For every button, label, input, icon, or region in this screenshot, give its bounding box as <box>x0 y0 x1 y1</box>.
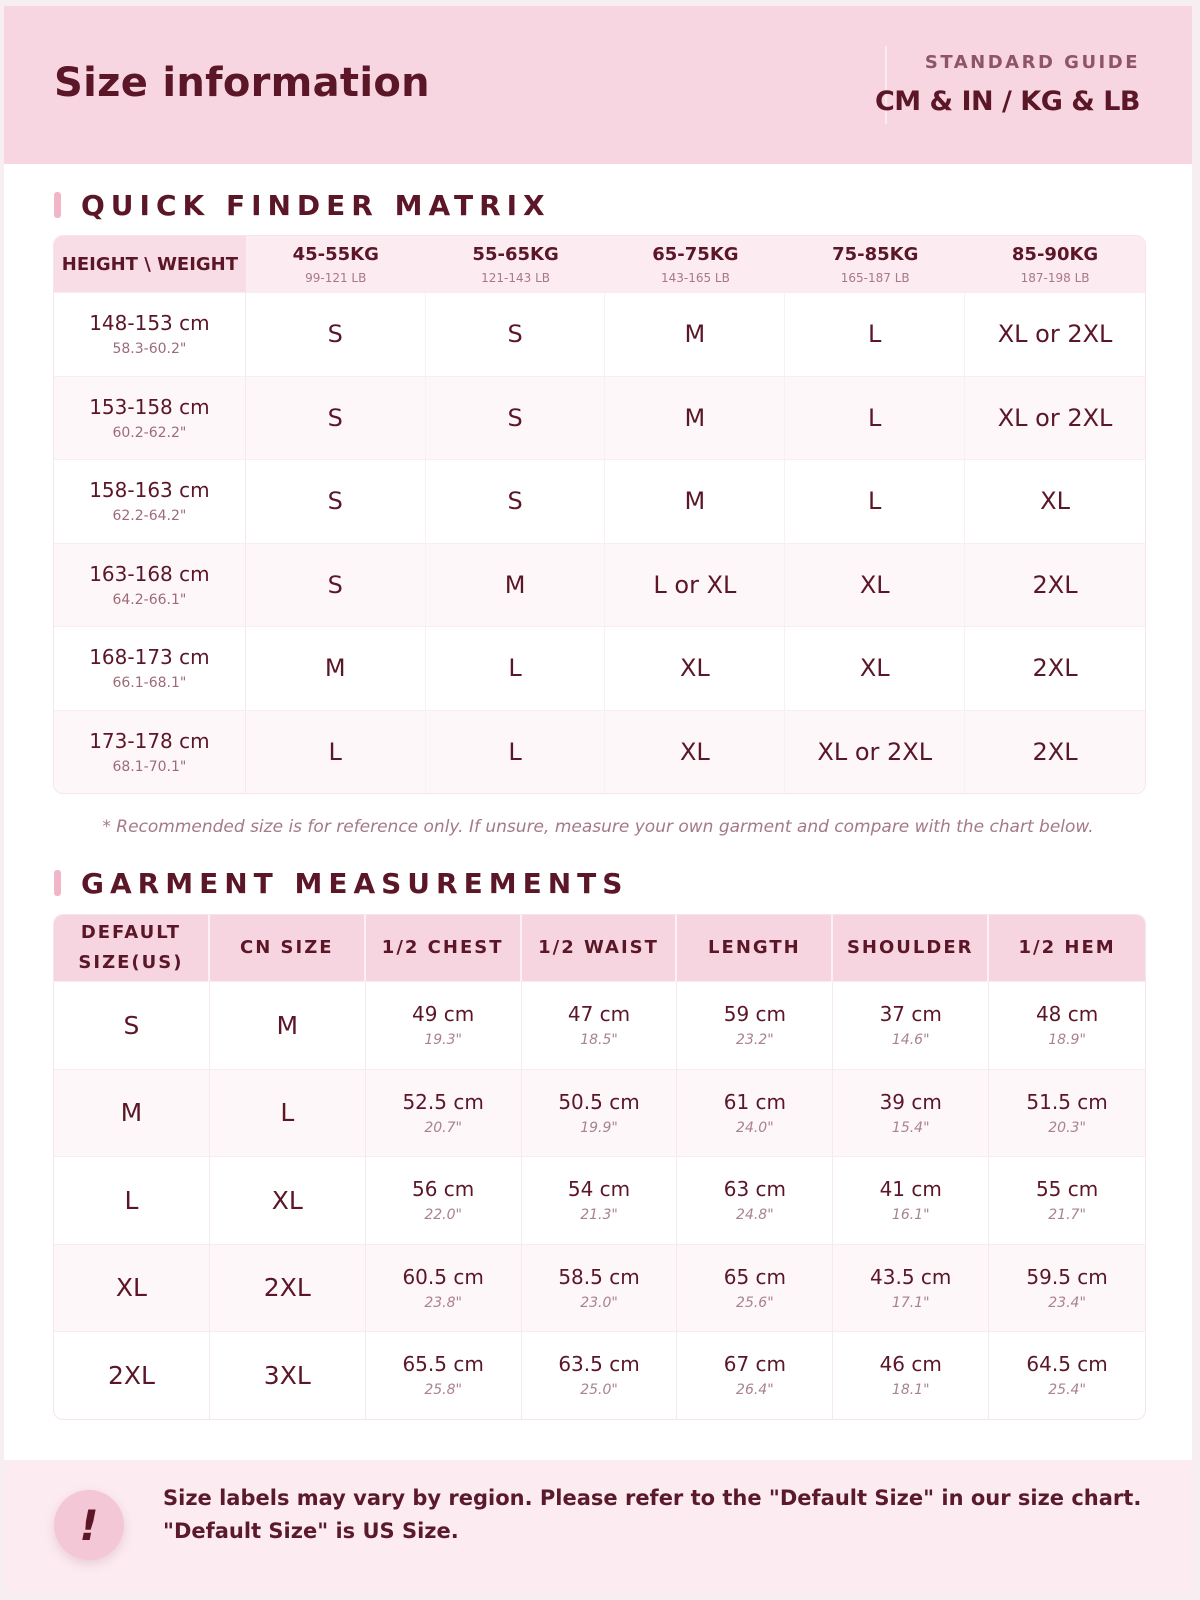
measurement-cell <box>677 1157 833 1244</box>
section-accent-bar <box>54 870 61 896</box>
weight-column-header <box>785 236 965 292</box>
weight-kg: 85-90KG <box>1011 243 1099 265</box>
height-cm: 163-168 cm <box>89 561 210 586</box>
measure-cm: 64.5 cm <box>1026 1352 1108 1377</box>
size-cell: 2XL <box>1032 570 1078 599</box>
cn-size-cell: 2XL <box>210 1245 366 1332</box>
measure-cm: 58.5 cm <box>558 1264 640 1289</box>
size-cell: 2XL <box>1032 737 1078 766</box>
measure-cm: 55 cm <box>1035 1177 1099 1202</box>
measure-cm: 39 cm <box>879 1089 942 1114</box>
measure-in: 18.1" <box>891 1382 930 1399</box>
size-cell: XL or 2XL <box>785 711 965 794</box>
us-size-cell: S <box>54 982 210 1069</box>
size-cell: 2XL <box>1032 654 1078 683</box>
table-row <box>54 981 1145 1069</box>
matrix-row <box>54 376 1145 460</box>
height-cm: 158-163 cm <box>89 478 210 503</box>
region-size-alert <box>4 1460 1192 1592</box>
quick-finder-matrix <box>53 235 1146 794</box>
column-header: SHOULDER <box>833 915 989 981</box>
measure-cm: 61 cm <box>723 1089 787 1114</box>
garment-measurements-table <box>53 914 1146 1420</box>
measurement-cell <box>989 1332 1145 1419</box>
height-in: 58.3-60.2" <box>112 341 187 358</box>
size-cell: M <box>426 544 606 627</box>
measurement-cell <box>522 1245 678 1332</box>
weight-kg: 45-55KG <box>292 243 379 265</box>
size-cell: XL or 2XL <box>997 403 1113 432</box>
table-row <box>54 1069 1145 1157</box>
size-cell: L <box>785 460 965 543</box>
table-row <box>54 1331 1145 1419</box>
measure-in: 25.4" <box>1048 1382 1086 1399</box>
cn-size-cell: 3XL <box>210 1332 366 1419</box>
measure-cm: 41 cm <box>879 1177 942 1202</box>
measurement-cell <box>366 1332 522 1419</box>
height-in: 62.2-64.2" <box>112 508 187 525</box>
height-cell <box>54 460 246 543</box>
weight-column-header <box>605 236 785 292</box>
height-in: 64.2-66.1" <box>112 591 187 608</box>
matrix-row <box>54 292 1145 376</box>
height-in: 60.2-62.2" <box>112 424 187 441</box>
size-cell: S <box>246 377 426 460</box>
measure-in: 15.4" <box>891 1119 930 1136</box>
size-cell: L or XL <box>605 544 785 627</box>
measure-in: 22.0" <box>424 1207 462 1224</box>
measurement-cell <box>522 982 678 1069</box>
measure-cm: 49 cm <box>412 1002 475 1027</box>
exclamation-icon: ! <box>54 1490 124 1560</box>
measure-in: 23.4" <box>1048 1294 1086 1311</box>
size-cell: S <box>246 544 426 627</box>
measure-cm: 46 cm <box>879 1352 942 1377</box>
guide-units: CM & IN / KG & LB <box>874 86 1140 117</box>
measure-in: 23.0" <box>580 1294 618 1311</box>
column-header: CN SIZE <box>210 915 366 981</box>
measure-cm: 47 cm <box>567 1002 631 1027</box>
measure-cm: 52.5 cm <box>402 1089 484 1114</box>
cn-size-cell: L <box>210 1070 366 1157</box>
height-in: 66.1-68.1" <box>112 675 187 692</box>
quick-finder-title: QUICK FINDER MATRIX <box>81 188 551 222</box>
height-cm: 173-178 cm <box>89 728 210 753</box>
table-row <box>54 1244 1145 1332</box>
measure-cm: 43.5 cm <box>870 1264 952 1289</box>
measurement-cell <box>989 1245 1145 1332</box>
measurement-cell <box>677 1070 833 1157</box>
size-cell: M <box>605 377 785 460</box>
size-cell: XL <box>785 544 965 627</box>
measurement-cell <box>833 1070 989 1157</box>
measure-in: 17.1" <box>891 1294 930 1311</box>
quick-finder-heading <box>54 190 551 220</box>
measure-cm: 60.5 cm <box>402 1264 484 1289</box>
size-cell: L <box>426 627 606 710</box>
measurement-cell <box>833 1245 989 1332</box>
measure-cm: 63.5 cm <box>558 1352 640 1377</box>
matrix-row <box>54 710 1145 794</box>
matrix-row <box>54 543 1145 627</box>
size-cell: L <box>426 711 606 794</box>
measure-cm: 48 cm <box>1035 1002 1099 1027</box>
us-size-cell: M <box>54 1070 210 1157</box>
measure-in: 23.8" <box>424 1294 462 1311</box>
measure-cm: 37 cm <box>879 1002 942 1027</box>
alert-message: Size labels may vary by region. Please refer to the "Default Size" in our size chart. "Default Size" is US Size. <box>163 1486 1142 1543</box>
us-size-cell: L <box>54 1157 210 1244</box>
size-cell: XL <box>785 627 965 710</box>
measure-in: 19.3" <box>424 1032 462 1049</box>
guide-label: STANDARD GUIDE <box>924 52 1140 73</box>
weight-kg: 65-75KG <box>652 243 739 265</box>
measurement-cell <box>522 1157 678 1244</box>
height-cell <box>54 627 246 710</box>
size-cell: S <box>426 460 606 543</box>
size-cell: M <box>605 293 785 376</box>
garment-header-row <box>54 915 1145 981</box>
measure-in: 19.9" <box>580 1119 618 1136</box>
measure-in: 18.5" <box>580 1032 618 1049</box>
matrix-row <box>54 459 1145 543</box>
measurement-cell <box>833 1332 989 1419</box>
measurement-cell <box>989 1070 1145 1157</box>
size-guide-card <box>4 6 1192 1592</box>
weight-kg: 55-65KG <box>472 243 559 265</box>
measure-in: 21.3" <box>580 1207 618 1224</box>
measure-in: 18.9" <box>1048 1032 1086 1049</box>
size-cell: XL <box>605 711 785 794</box>
measure-in: 21.7" <box>1048 1207 1086 1224</box>
height-in: 68.1-70.1" <box>112 758 187 775</box>
size-cell: M <box>605 460 785 543</box>
measure-cm: 50.5 cm <box>558 1089 640 1114</box>
column-header: DEFAULT SIZE(US) <box>54 915 210 981</box>
measurement-cell <box>366 1070 522 1157</box>
size-cell: XL <box>1040 487 1070 516</box>
measurement-cell <box>677 1332 833 1419</box>
measure-in: 24.0" <box>736 1119 774 1136</box>
column-header: 1/2 CHEST <box>366 915 522 981</box>
measure-in: 16.1" <box>891 1207 930 1224</box>
measurement-cell <box>522 1070 678 1157</box>
measure-cm: 59.5 cm <box>1026 1264 1108 1289</box>
us-size-cell: XL <box>54 1245 210 1332</box>
weight-lb: 143-165 LB <box>660 270 730 285</box>
height-cell <box>54 293 246 376</box>
table-row <box>54 1156 1145 1244</box>
matrix-header-row <box>54 236 1145 292</box>
measurement-cell <box>677 982 833 1069</box>
size-cell: S <box>426 293 606 376</box>
measurement-cell <box>989 1157 1145 1244</box>
page-header <box>4 6 1192 164</box>
weight-lb: 165-187 LB <box>840 270 910 285</box>
height-cell <box>54 377 246 460</box>
height-cm: 153-158 cm <box>89 394 210 419</box>
measure-cm: 51.5 cm <box>1026 1089 1108 1114</box>
measure-cm: 67 cm <box>723 1352 787 1377</box>
measure-in: 26.4" <box>736 1382 774 1399</box>
measure-in: 25.6" <box>736 1294 774 1311</box>
measure-cm: 59 cm <box>723 1002 787 1027</box>
column-header: LENGTH <box>677 915 833 981</box>
size-cell: XL or 2XL <box>997 320 1113 349</box>
measurement-cell <box>366 1245 522 1332</box>
measure-cm: 54 cm <box>567 1177 631 1202</box>
section-accent-bar <box>54 192 61 218</box>
measure-cm: 63 cm <box>723 1177 787 1202</box>
height-cell <box>54 544 246 627</box>
measure-cm: 65.5 cm <box>402 1352 484 1377</box>
garment-title: GARMENT MEASUREMENTS <box>81 866 629 900</box>
measure-in: 20.7" <box>424 1119 462 1136</box>
measure-in: 25.8" <box>424 1382 462 1399</box>
garment-heading <box>54 868 628 898</box>
size-cell: S <box>426 377 606 460</box>
us-size-cell: 2XL <box>54 1332 210 1419</box>
measure-cm: 65 cm <box>723 1264 787 1289</box>
weight-lb: 99-121 LB <box>305 270 367 285</box>
measure-in: 23.2" <box>736 1032 774 1049</box>
measure-in: 25.0" <box>580 1382 618 1399</box>
size-cell: L <box>246 711 426 794</box>
measure-in: 20.3" <box>1048 1119 1086 1136</box>
measurement-cell <box>366 1157 522 1244</box>
size-cell: S <box>246 460 426 543</box>
size-cell: S <box>246 293 426 376</box>
size-cell: L <box>785 293 965 376</box>
weight-lb: 187-198 LB <box>1020 270 1090 285</box>
column-header: 1/2 HEM <box>1018 937 1116 958</box>
measurement-cell <box>677 1245 833 1332</box>
measure-in: 24.8" <box>736 1207 774 1224</box>
weight-column-header <box>965 236 1145 292</box>
size-cell: M <box>246 627 426 710</box>
measurement-cell <box>833 982 989 1069</box>
height-cm: 168-173 cm <box>89 645 210 670</box>
reference-note: * Recommended size is for reference only. If unsure, measure your own garment and compare with the chart below. <box>102 817 1094 837</box>
size-cell: L <box>785 377 965 460</box>
weight-column-header <box>426 236 606 292</box>
cn-size-cell: XL <box>210 1157 366 1244</box>
measure-in: 14.6" <box>891 1032 930 1049</box>
matrix-row <box>54 626 1145 710</box>
measurement-cell <box>366 982 522 1069</box>
matrix-corner-label: HEIGHT \ WEIGHT <box>54 236 246 292</box>
measure-cm: 56 cm <box>412 1177 475 1202</box>
measurement-cell <box>833 1157 989 1244</box>
page-title: Size information <box>54 60 430 106</box>
weight-lb: 121-143 LB <box>481 270 550 285</box>
height-cm: 148-153 cm <box>89 311 210 336</box>
size-cell: XL <box>605 627 785 710</box>
measurement-cell <box>989 982 1145 1069</box>
weight-column-header <box>246 236 426 292</box>
column-header: 1/2 WAIST <box>522 915 678 981</box>
height-cell <box>54 711 246 794</box>
cn-size-cell: M <box>210 982 366 1069</box>
measurement-cell <box>522 1332 678 1419</box>
weight-kg: 75-85KG <box>832 243 919 265</box>
